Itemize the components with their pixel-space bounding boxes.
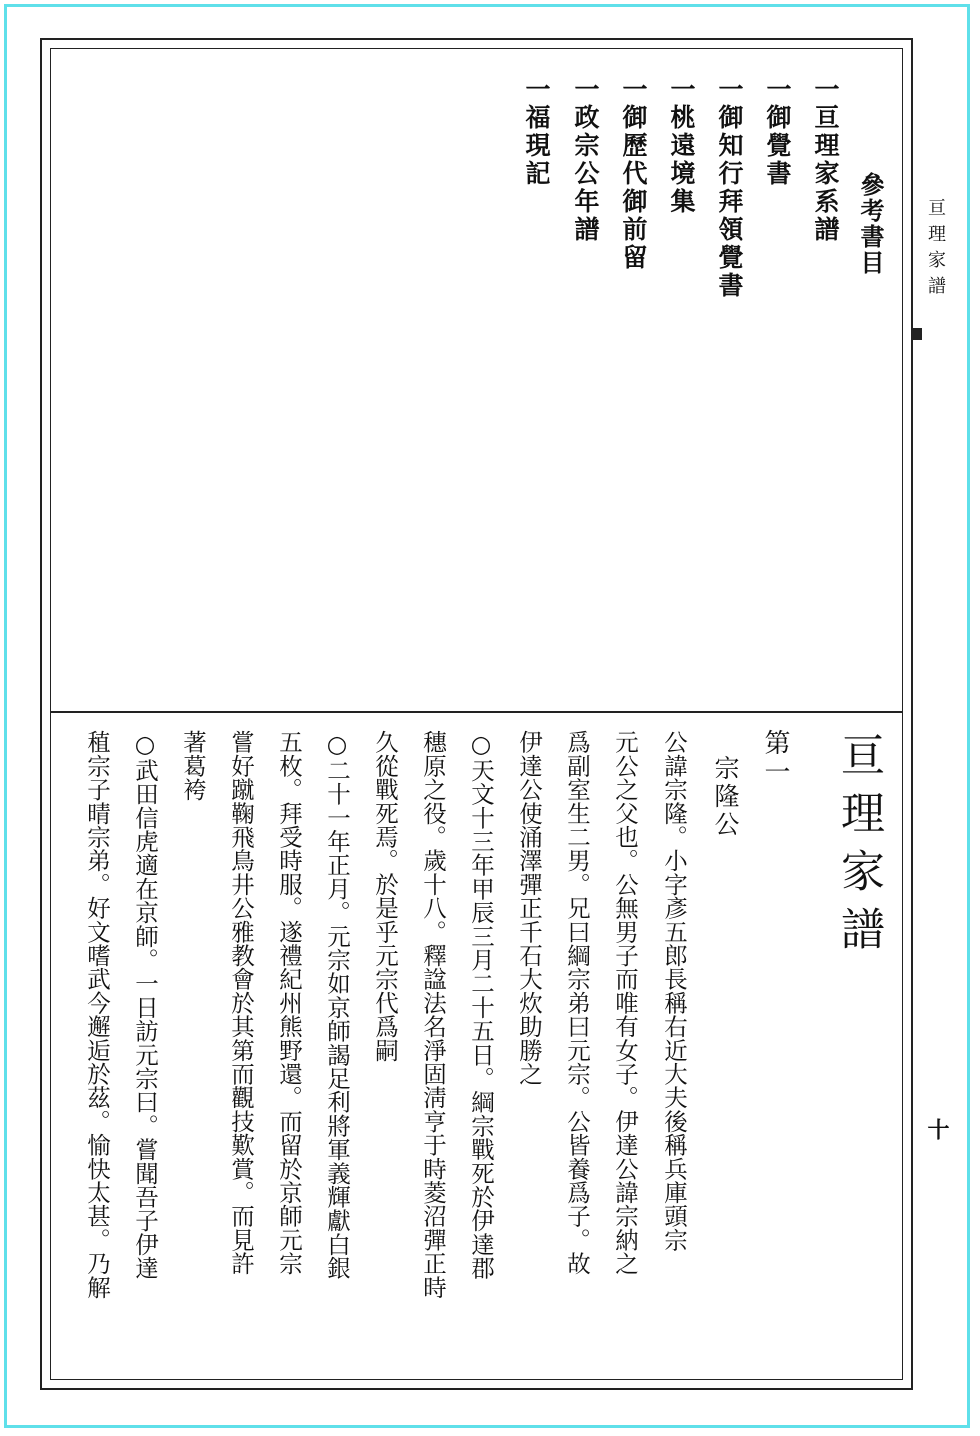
text-column: 公諱宗隆。小字彥五郎長稱右近大夫後稱兵庫頭宗 xyxy=(660,730,688,1252)
reference-item: 一政宗公年譜 xyxy=(571,76,600,244)
text-column: 五枚。拜受時服。遂禮紀州熊野還。而留於京師元宗 xyxy=(275,730,303,1276)
text-column: 嘗好蹴鞠飛鳥井公雅教會於其第而觀技歎賞。而見許 xyxy=(227,730,255,1276)
text-column: 久從戰死焉。於是乎元宗代爲嗣 xyxy=(371,730,399,1062)
chapter-heading: 第一 xyxy=(760,729,790,787)
text-column: 爲副室生二男。兄曰綱宗弟曰元宗。公皆養爲子。故 xyxy=(563,730,591,1276)
text-column: ○武田信虎適在京師。一日訪元宗曰。嘗聞吾子伊達 xyxy=(131,730,159,1280)
text-column: 元公之父也。公無男子而唯有女子。伊達公諱宗納之 xyxy=(611,730,639,1276)
text-column: 穗原之役。歲十八。釋諡法名淨固淸亨于時菱沼彈正時 xyxy=(419,730,447,1299)
page-number: 十 xyxy=(924,1118,950,1140)
subject-heading: 宗隆公 xyxy=(711,755,740,839)
text-column: 著葛袴 xyxy=(179,730,207,802)
reference-item: 一福現記 xyxy=(522,76,551,188)
references-heading: 參考書目 xyxy=(856,172,885,276)
reference-item: 一御覺書 xyxy=(763,76,792,188)
document-title: 亘理家譜 xyxy=(833,732,884,964)
margin-mark xyxy=(912,328,922,340)
section-divider xyxy=(50,711,903,713)
running-title: 亘理家譜 xyxy=(925,198,946,302)
text-column: 稙宗子晴宗弟。好文嗜武今邂逅於茲。愉快太甚。乃解 xyxy=(83,730,111,1299)
text-column: 伊達公使涌澤彈正千石大炊助勝之 xyxy=(515,730,543,1086)
text-column: ○二十一年正月。元宗如京師謁足利將軍義輝獻白銀 xyxy=(323,730,351,1280)
reference-item: 一御知行拜領覺書 xyxy=(715,76,744,300)
reference-item: 一亘理家系譜 xyxy=(811,76,840,244)
text-column: ○天文十三年甲辰三月二十五日。綱宗戰死於伊達郡 xyxy=(467,730,495,1280)
reference-item: 一御歷代御前留 xyxy=(619,76,648,272)
reference-item: 一桃遠境集 xyxy=(667,76,696,216)
